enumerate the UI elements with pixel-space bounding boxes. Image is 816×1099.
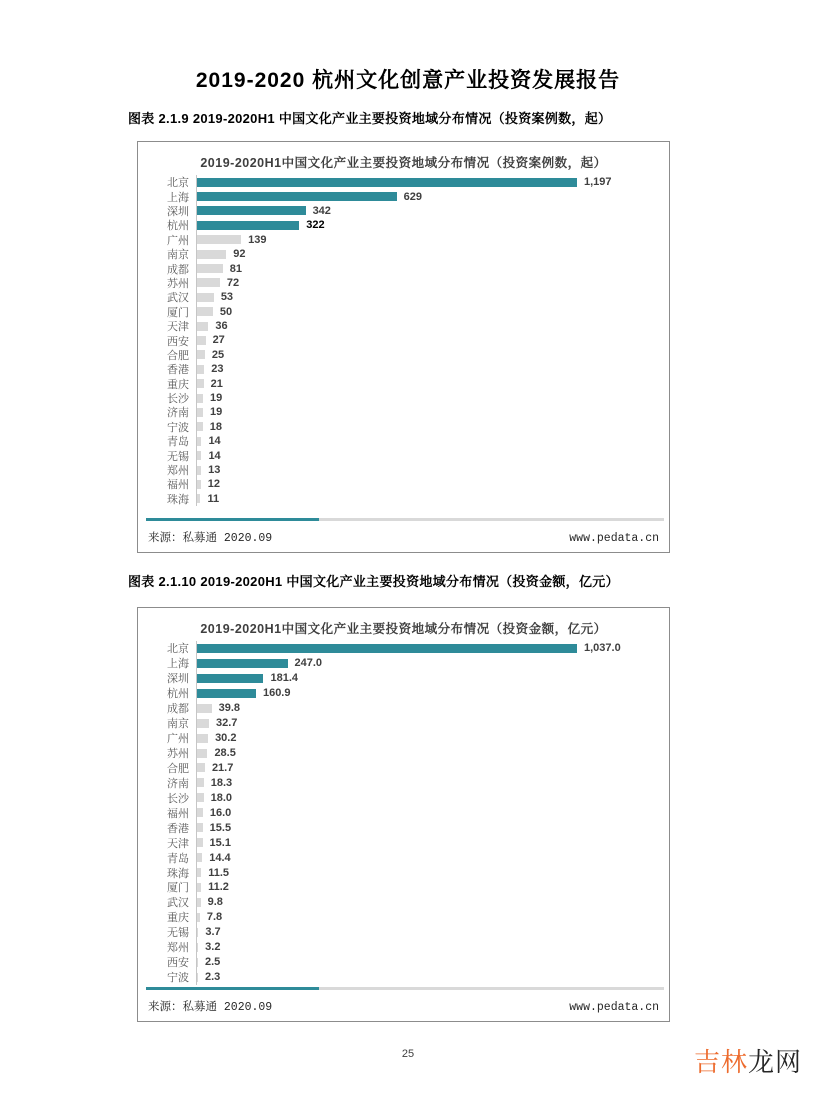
category-label: 香港 <box>167 364 189 377</box>
chart-title-amount: 2019-2020H1中国文化产业主要投资地域分布情况（投资金额，亿元） <box>200 622 607 636</box>
bar <box>197 689 256 698</box>
divider-rule-accent <box>146 518 319 521</box>
bar <box>197 206 306 215</box>
chart-row <box>148 405 665 419</box>
bar-track <box>196 880 665 895</box>
bar <box>197 480 201 489</box>
value-label: 23 <box>211 363 224 376</box>
value-label: 27 <box>212 334 225 347</box>
value-label: 11.5 <box>208 866 230 879</box>
category-label: 杭州 <box>167 220 189 233</box>
bar <box>197 394 203 403</box>
chart-row <box>148 790 665 805</box>
value-label: 9.8 <box>207 896 223 909</box>
value-label: 342 <box>312 204 331 217</box>
bar <box>197 178 577 187</box>
chart-row <box>148 477 665 491</box>
chart-row <box>148 276 665 290</box>
watermark <box>694 1042 802 1079</box>
bar-track <box>196 376 665 390</box>
chart-row <box>148 775 665 790</box>
bar-track <box>196 835 665 850</box>
value-label: 7.8 <box>206 911 223 924</box>
value-label: 19 <box>210 392 223 405</box>
chart-row <box>148 448 665 462</box>
value-label: 28.5 <box>214 747 236 760</box>
category-label: 上海 <box>167 658 189 671</box>
bar <box>197 719 209 728</box>
chart-row <box>148 910 665 925</box>
category-label: 苏州 <box>167 277 189 290</box>
category-label: 济南 <box>167 407 189 420</box>
bar-track <box>196 434 665 448</box>
value-label: 39.8 <box>218 702 240 715</box>
value-label: 81 <box>229 262 242 275</box>
value-label: 3.7 <box>205 926 221 939</box>
category-label: 济南 <box>167 777 189 790</box>
bar <box>197 883 201 892</box>
category-label: 宁波 <box>167 421 189 434</box>
bar <box>197 958 198 967</box>
value-label: 15.5 <box>209 821 232 834</box>
category-label: 天津 <box>167 321 189 334</box>
bar <box>197 913 200 922</box>
bar-track <box>196 775 665 790</box>
bar-track <box>196 477 665 491</box>
chart-row <box>148 305 665 319</box>
chart-row <box>148 880 665 895</box>
value-label: 36 <box>215 320 228 333</box>
value-label: 2.3 <box>205 971 221 984</box>
bar <box>197 868 201 877</box>
value-label: 72 <box>226 276 240 289</box>
category-label: 苏州 <box>167 748 189 761</box>
category-label: 合肥 <box>167 762 189 775</box>
bar-track <box>196 319 665 333</box>
chart-row <box>148 970 665 985</box>
page-number: 25 <box>401 1048 415 1060</box>
figure-caption-2-1-9: 图表 2.1.9 2019-2020H1 中国文化产业主要投资地域分布情况（投资案例数，起） <box>128 111 612 126</box>
chart-row <box>148 656 665 671</box>
chart-row <box>148 218 665 232</box>
chart-row <box>148 686 665 701</box>
chart-row <box>148 701 665 716</box>
value-label: 1,197 <box>584 176 612 189</box>
chart-box-cases <box>137 141 670 553</box>
chart-row <box>148 434 665 448</box>
category-label: 长沙 <box>167 393 189 406</box>
bar <box>197 734 208 743</box>
bar <box>197 838 203 847</box>
category-label: 青岛 <box>167 852 189 865</box>
chart-row <box>148 204 665 218</box>
bar-track <box>196 333 665 347</box>
category-label: 厦门 <box>167 306 189 319</box>
bar <box>197 943 198 952</box>
chart-row <box>148 865 665 880</box>
category-label: 重庆 <box>167 378 189 391</box>
bar-track <box>196 805 665 820</box>
category-label: 深圳 <box>167 673 189 686</box>
bar <box>197 494 200 503</box>
chart-row <box>148 391 665 405</box>
category-label: 广州 <box>167 234 189 247</box>
chart-row <box>148 925 665 940</box>
bar-track <box>196 910 665 925</box>
value-label: 11.2 <box>208 881 229 894</box>
bar-track <box>196 189 665 203</box>
category-label: 厦门 <box>167 882 189 895</box>
bar-track <box>196 492 665 506</box>
bar <box>197 437 201 446</box>
chart-row <box>148 805 665 820</box>
bar <box>197 278 220 287</box>
bar <box>197 365 204 374</box>
bar <box>197 336 206 345</box>
bar <box>197 763 205 772</box>
value-label: 11 <box>207 492 220 505</box>
bar-track <box>196 405 665 419</box>
bar <box>197 823 203 832</box>
bar <box>197 235 241 244</box>
value-label: 1,037.0 <box>584 642 621 655</box>
value-label: 18.3 <box>210 776 233 789</box>
bar-track <box>196 233 665 247</box>
bar <box>197 221 299 230</box>
bar <box>197 322 208 331</box>
category-label: 北京 <box>167 177 189 190</box>
value-label: 13 <box>208 464 221 476</box>
bar-track <box>196 305 665 319</box>
value-label: 16.0 <box>209 806 232 819</box>
bar <box>197 778 204 787</box>
bar <box>197 451 201 460</box>
bar <box>197 973 198 982</box>
value-label: 92 <box>233 248 246 261</box>
bar-track <box>196 925 665 940</box>
chart-plot-area-amount <box>148 641 665 985</box>
chart-row <box>148 716 665 731</box>
bar-track <box>196 420 665 434</box>
bar <box>197 704 212 713</box>
category-label: 武汉 <box>167 897 189 910</box>
bar-track <box>196 865 665 880</box>
bar <box>197 192 397 201</box>
chart-row <box>148 895 665 910</box>
bar-track <box>196 850 665 865</box>
bar-track <box>196 671 665 686</box>
category-label: 珠海 <box>167 493 189 506</box>
chart-row <box>148 955 665 970</box>
watermark-part2: 龙网 <box>747 1047 802 1077</box>
category-label: 南京 <box>167 718 189 731</box>
figure-caption-2-1-10: 图表 2.1.10 2019-2020H1 中国文化产业主要投资地域分布情况（投资金额，亿元） <box>128 574 619 589</box>
chart-row <box>148 376 665 390</box>
value-label: 30.2 <box>215 732 237 745</box>
value-label: 181.4 <box>270 672 298 685</box>
chart-footer <box>148 998 659 1014</box>
chart-row <box>148 820 665 835</box>
bar-track <box>196 218 665 232</box>
category-label: 深圳 <box>167 205 189 218</box>
source-text: 来源：私募通 2020.09 <box>148 532 273 545</box>
bar-track <box>196 940 665 955</box>
value-label: 18.0 <box>210 791 233 804</box>
chart-row <box>148 233 665 247</box>
bar <box>197 307 213 316</box>
bar-track <box>196 362 665 376</box>
category-label: 广州 <box>167 733 189 746</box>
chart-row <box>148 746 665 761</box>
bar <box>197 928 198 937</box>
category-label: 南京 <box>167 249 189 262</box>
bar-track <box>196 276 665 290</box>
category-label: 珠海 <box>167 867 189 880</box>
bar <box>197 644 577 653</box>
bar <box>197 793 204 802</box>
chart-row <box>148 850 665 865</box>
value-label: 14 <box>208 435 221 448</box>
bar <box>197 379 204 388</box>
chart-box-amount <box>137 607 670 1022</box>
bar <box>197 422 203 431</box>
value-label: 14.4 <box>209 851 231 864</box>
divider-rule <box>146 518 664 521</box>
category-label: 郑州 <box>167 465 189 478</box>
bar-track <box>196 790 665 805</box>
chart-footer <box>148 529 659 545</box>
category-label: 宁波 <box>167 972 189 985</box>
bar <box>197 808 203 817</box>
chart-row <box>148 290 665 304</box>
value-label: 18 <box>209 420 222 433</box>
chart-row <box>148 492 665 506</box>
website-text: www.pedata.cn <box>569 1001 659 1014</box>
value-label: 15.1 <box>209 836 231 849</box>
category-label: 长沙 <box>167 792 189 805</box>
category-label: 西安 <box>167 957 189 970</box>
bar-track <box>196 261 665 275</box>
chart-plot-area-cases <box>148 175 665 506</box>
bar-track <box>196 731 665 746</box>
bar-track <box>196 290 665 304</box>
source-text: 来源：私募通 2020.09 <box>148 1001 273 1014</box>
chart-row <box>148 761 665 776</box>
bar-track <box>196 761 665 776</box>
report-title: 2019-2020 杭州文化创意产业投资发展报告 <box>195 69 621 92</box>
value-label: 160.9 <box>262 687 291 700</box>
chart-row <box>148 641 665 656</box>
chart-row <box>148 835 665 850</box>
category-label: 北京 <box>167 643 189 656</box>
bar <box>197 659 288 668</box>
category-label: 成都 <box>167 703 189 716</box>
category-label: 武汉 <box>167 292 189 305</box>
category-label: 青岛 <box>167 436 189 449</box>
chart-row <box>148 940 665 955</box>
bar-track <box>196 895 665 910</box>
chart-title-cases: 2019-2020H1中国文化产业主要投资地域分布情况（投资案例数，起） <box>200 156 607 170</box>
divider-rule <box>146 987 664 990</box>
bar-track <box>196 820 665 835</box>
category-label: 香港 <box>167 822 189 835</box>
category-label: 无锡 <box>167 450 189 463</box>
bar-track <box>196 348 665 362</box>
value-label: 247.0 <box>294 657 323 670</box>
category-label: 天津 <box>167 837 189 850</box>
value-label: 139 <box>248 233 267 246</box>
bar <box>197 898 201 907</box>
bar-track <box>196 448 665 462</box>
category-label: 无锡 <box>167 927 189 940</box>
chart-row <box>148 362 665 376</box>
bar-track <box>196 656 665 671</box>
value-label: 50 <box>219 305 233 318</box>
value-label: 322 <box>306 219 325 232</box>
category-label: 成都 <box>167 263 189 276</box>
value-label: 12 <box>207 478 221 491</box>
bar-track <box>196 175 665 189</box>
bar-track <box>196 955 665 970</box>
chart-row <box>148 333 665 347</box>
category-label: 福州 <box>167 807 189 820</box>
value-label: 629 <box>403 190 423 203</box>
bar-track <box>196 463 665 477</box>
bar-track <box>196 247 665 261</box>
chart-row <box>148 420 665 434</box>
bar-track <box>196 970 665 985</box>
chart-row <box>148 261 665 275</box>
bar-track <box>196 716 665 731</box>
chart-row <box>148 463 665 477</box>
bar-track <box>196 686 665 701</box>
value-label: 25 <box>211 348 225 361</box>
value-label: 32.7 <box>215 717 238 730</box>
bar-track <box>196 641 665 656</box>
bar-track <box>196 391 665 405</box>
divider-rule-accent <box>146 987 319 990</box>
value-label: 2.5 <box>205 956 221 969</box>
value-label: 19 <box>210 406 223 419</box>
chart-row <box>148 189 665 203</box>
bar <box>197 408 203 417</box>
bar <box>197 853 202 862</box>
bar-track <box>196 701 665 716</box>
value-label: 21 <box>210 377 223 390</box>
bar <box>197 749 207 758</box>
chart-row <box>148 731 665 746</box>
chart-row <box>148 671 665 686</box>
watermark-part1: 吉林 <box>693 1047 748 1077</box>
value-label: 53 <box>220 291 234 304</box>
bar-track <box>196 204 665 218</box>
category-label: 杭州 <box>167 688 189 701</box>
category-label: 郑州 <box>167 942 189 955</box>
value-label: 21.7 <box>211 761 234 774</box>
category-label: 西安 <box>167 335 189 348</box>
chart-row <box>148 348 665 362</box>
bar <box>197 293 214 302</box>
chart-row <box>148 319 665 333</box>
bar <box>197 466 201 475</box>
chart-row <box>148 247 665 261</box>
category-label: 上海 <box>167 191 189 204</box>
category-label: 重庆 <box>167 912 189 925</box>
value-label: 14 <box>208 449 221 462</box>
bar-track <box>196 746 665 761</box>
chart-row <box>148 175 665 189</box>
value-label: 3.2 <box>205 941 221 954</box>
category-label: 福州 <box>167 479 189 492</box>
bar <box>197 264 223 273</box>
website-text: www.pedata.cn <box>569 532 659 545</box>
bar <box>197 250 226 259</box>
bar <box>197 674 263 683</box>
category-label: 合肥 <box>167 349 189 362</box>
bar <box>197 350 205 359</box>
